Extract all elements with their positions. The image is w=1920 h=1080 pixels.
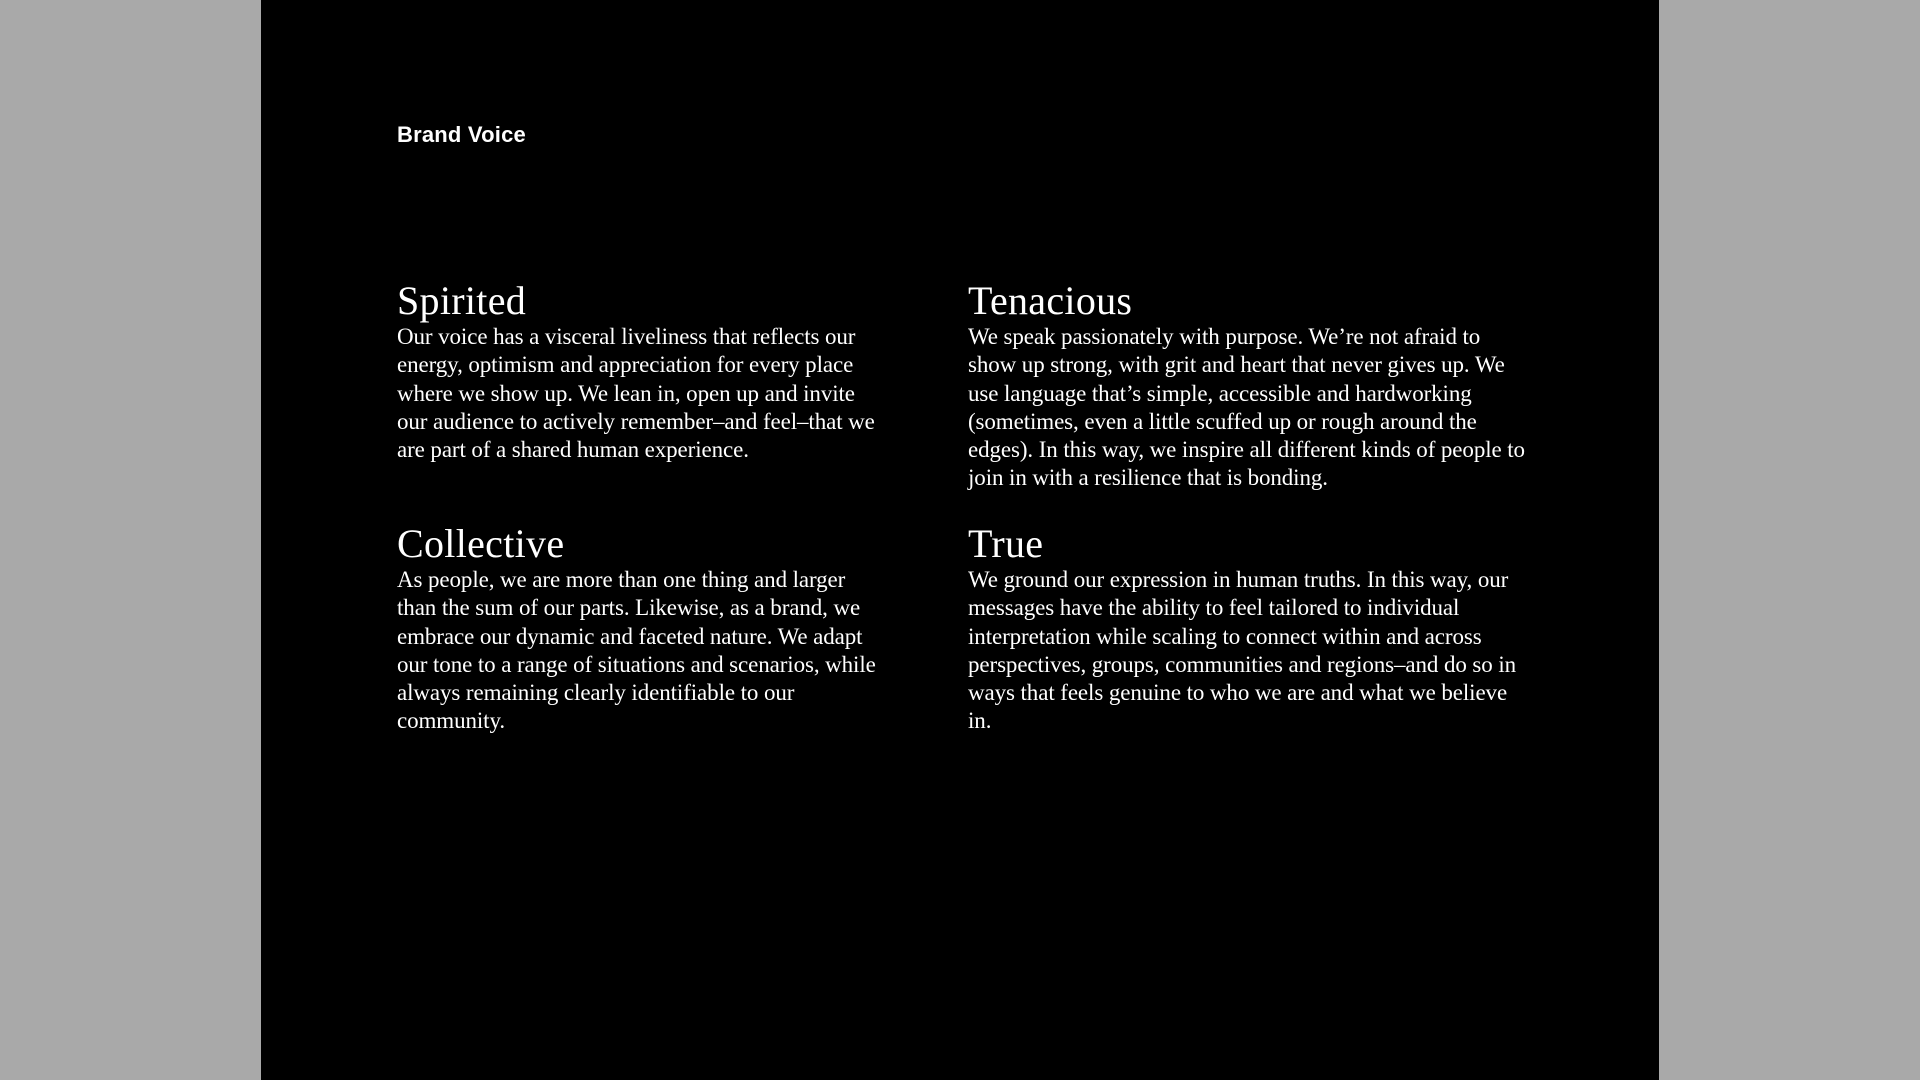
section-tenacious	[968, 279, 1528, 493]
slide-page	[261, 0, 1659, 1080]
section-body: We ground our expression in human truths. In this way, our messages have the ability to feel tailored to individual interpretation while scaling to connect within and across perspectives, groups, communities and regions–and do so in ways that feels genuine to who we are and what we believe in.	[968, 567, 1517, 734]
section-heading: True	[968, 521, 1044, 566]
section-heading: Spirited	[397, 278, 527, 323]
page-title: Brand Voice	[397, 122, 526, 147]
section-body: Our voice has a visceral liveliness that reflects our energy, optimism and appreciation for every place where we show up. We lean in, open up and invite our audience to actively remember–and feel–that we are part of a shared human experience.	[397, 324, 875, 463]
section-spirited	[397, 279, 957, 464]
section-heading: Collective	[397, 521, 565, 566]
section-true	[968, 522, 1528, 736]
section-heading: Tenacious	[968, 278, 1133, 323]
section-body: As people, we are more than one thing and larger than the sum of our parts. Likewise, as a brand, we embrace our dynamic and faceted nature. We adapt our tone to a range of situations and scenarios, while always remaining clearly identifiable to our community.	[397, 567, 876, 734]
section-body: We speak passionately with purpose. We’re not afraid to show up strong, with grit and heart that never gives up. We use language that’s simple, accessible and hardworking (sometimes, even a little scuffed up or rough around the edges). In this way, we inspire all different kinds of people to join in with a resilience that is bonding.	[968, 324, 1525, 491]
section-collective	[397, 522, 957, 736]
